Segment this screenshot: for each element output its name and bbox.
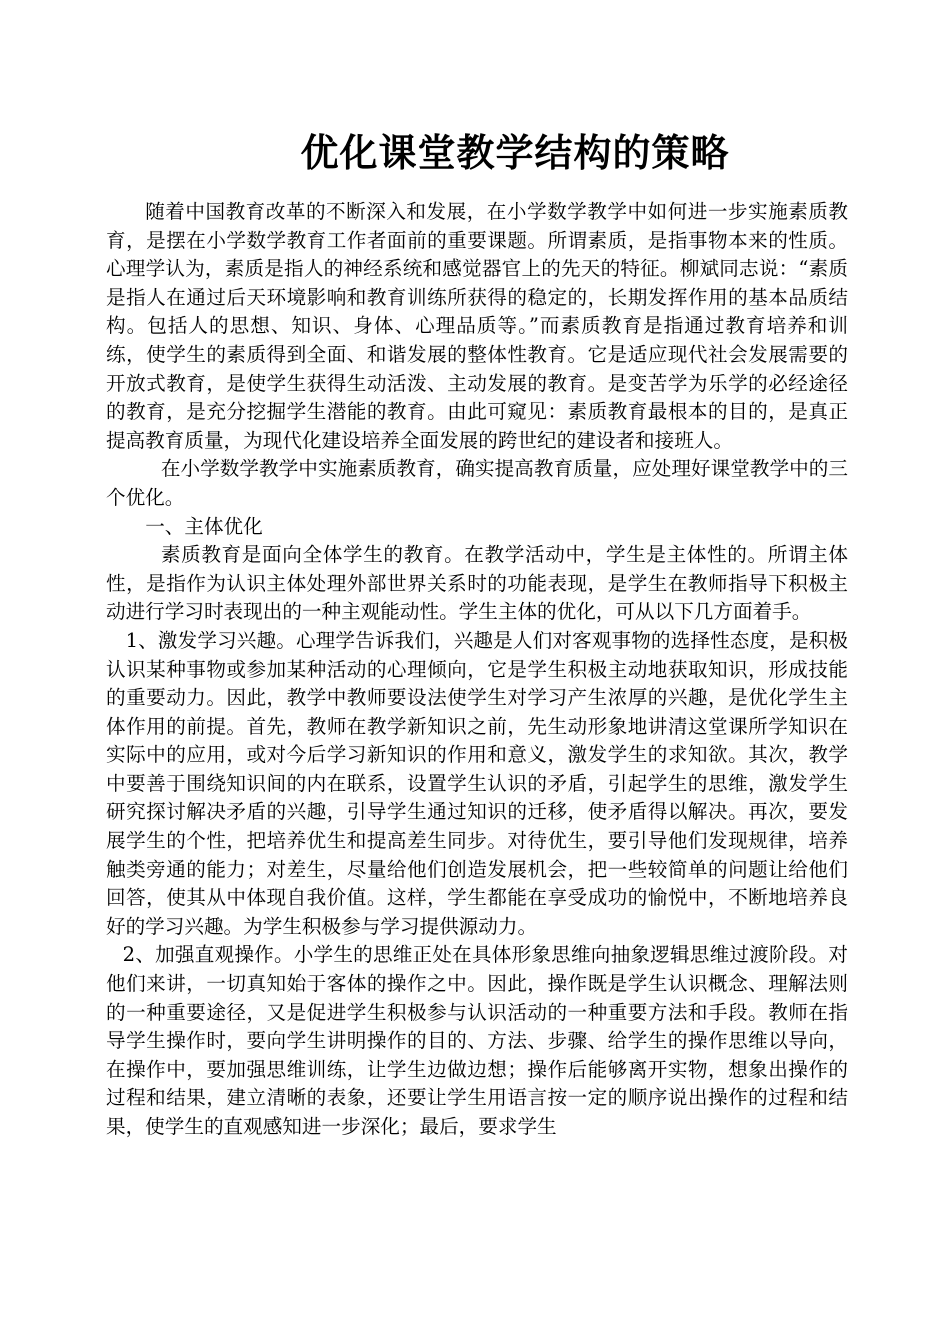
paragraph-three-optimizations: 在小学数学教学中实施素质教育，确实提高教育质量，应处理好课堂教学中的三个优化。 <box>106 457 848 509</box>
section-heading-subject-optimization: 一、主体优化 <box>145 514 263 538</box>
document-title: 优化课堂教学结构的策略 <box>300 131 730 175</box>
document-body <box>106 198 848 1142</box>
paragraph-hands-on-operation: 2、加强直观操作。小学生的思维正处在具体形象思维向抽象逻辑思维过渡阶段。对他们来讲，一切真知始于客体的操作之中。因此，操作既是学生认识概念、理解法则的一种重要途径，又是促进学生积极参与认识活动的一种重要方法和手段。教师在指导学生操作时，要向学生讲明操作的目的、方法、步骤、给学生的操作思维以导向，在操作中，要加强思维训练，让学生边做边想；操作后能够离开实物，想象出操作的过程和结果，建立清晰的表象，还要让学生用语言按一定的顺序说出操作的过程和结果，使学生的直观感知进一步深化；最后，要求学生 <box>106 943 848 1138</box>
paragraph-subject-optimization: 素质教育是面向全体学生的教育。在教学活动中，学生是主体性的。所谓主体性，是指作为认识主体处理外部世界关系时的功能表现，是学生在教师指导下积极主动进行学习时表现出的一种主观能动性。学生主体的优化，可从以下几方面着手。 <box>106 543 848 624</box>
paragraph-stimulate-interest: 1、激发学习兴趣。心理学告诉我们，兴趣是人们对客观事物的选择性态度，是积极认识某种事物或参加某种活动的心理倾向，它是学生积极主动地获取知识，形成技能的重要动力。因此，教学中教师要设法使学生对学习产生浓厚的兴趣，是优化学生主体作用的前提。首先，教师在教学新知识之前，先生动形象地讲清这堂课所学知识在实际中的应用，或对今后学习新知识的作用和意义，激发学生的求知欲。其次，教学中要善于围绕知识间的内在联系，设置学生认识的矛盾，引起学生的思维，激发学生研究探讨解决矛盾的兴趣，引导学生通过知识的迁移，使矛盾得以解决。再次，要发展学生的个性，把培养优生和提高差生同步。对待优生，要引导他们发现规律，培养触类旁通的能力；对差生，尽量给他们创造发展机会，把一些较简单的问题让给他们回答，使其从中体现自我价值。这样，学生都能在享受成功的愉悦中，不断地培养良好的学习兴趣。为学生积极参与学习提供源动力。 <box>106 628 848 938</box>
paragraph-intro: 随着中国教育改革的不断深入和发展，在小学数学教学中如何进一步实施素质教育，是摆在小学数学教育工作者面前的重要课题。所谓素质，是指事物本来的性质。心理学认为，素质是指人的神经系统和感觉器官上的先天的特征。柳斌同志说：“素质是指人在通过后天环境影响和教育训练所获得的稳定的，长期发挥作用的基本品质结构。包括人的思想、知识、身体、心理品质等。”而素质教育是指通过教育培养和训练，使学生的素质得到全面、和谐发展的整体性教育。它是适应现代社会发展需要的开放式教育，是使学生获得生动活泼、主动发展的教育。是变苦学为乐学的必经途径的教育，是充分挖掘学生潜能的教育。由此可窥见：素质教育最根本的目的，是真正提高教育质量，为现代化建设培养全面发展的跨世纪的建设者和接班人。 <box>106 200 848 452</box>
